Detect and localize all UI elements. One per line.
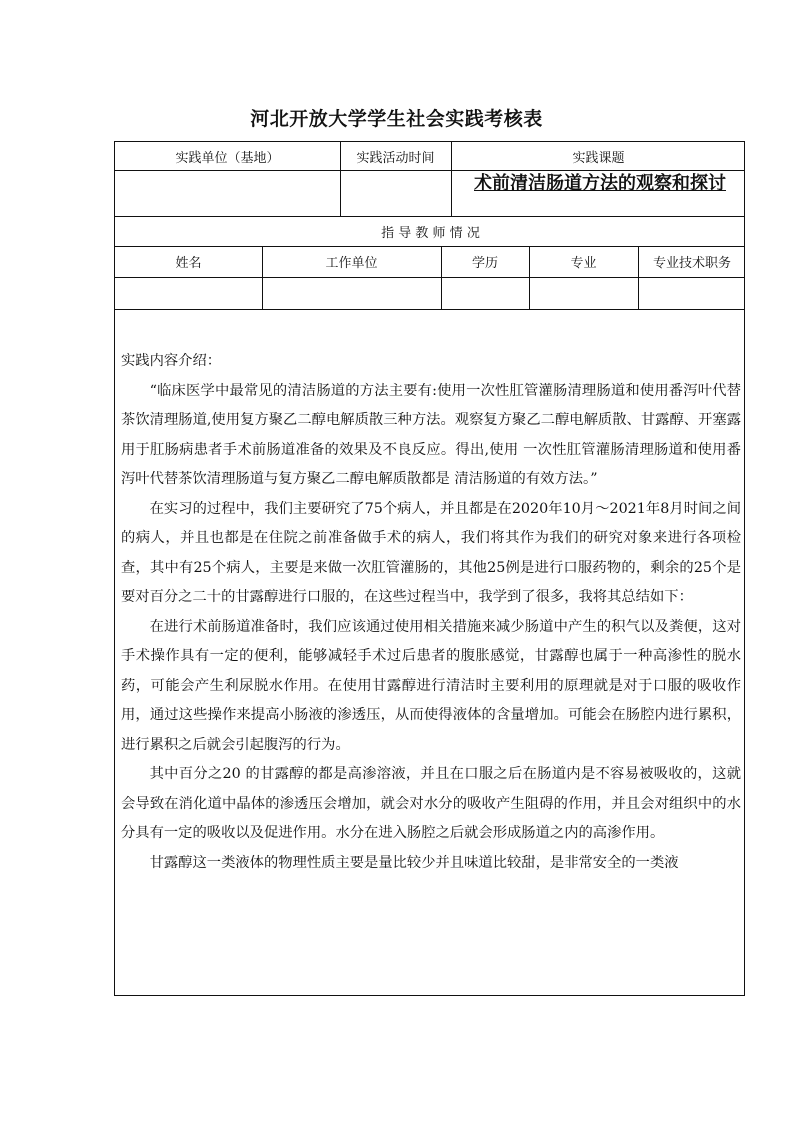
teacher-column-education: 学历 [471, 256, 498, 271]
row-divider [115, 170, 744, 171]
content-paragraph: 其中百分之20 的甘露醇的都是高渗溶液，并且在口服之后在肠道内是不容易被吸收的，这就会导致在消化道中晶体的渗透压会增加，就会对水分的吸收产生阻碍的作用，并且会对组织中的水分具有一定的吸收以及促进作用。水分在进入肠腔之后就会形成肠道之内的高渗作用。 [121, 766, 741, 841]
teacher-column-major: 专业 [570, 256, 597, 271]
practice-topic-label: 实践课题 [572, 150, 625, 166]
content-paragraph: “临床医学中最常见的清洁肠道的方法主要有:使用一次性肛管灌肠清理肠道和使用番泻叶代替茶饮清理肠道,使用复方聚乙二醇电解质散三种方法。观察复方聚乙二醇电解质散、甘露醇、开塞露用于肛肠病患者手术前肠道准备的效果及不良反应。得出,使用 一次性肛管灌肠清理肠道和使用番泻叶代替茶饮清理肠道与复方聚乙二醇电解质散都是 清洁肠道的有效方法。” [121, 382, 741, 487]
content-paragraph: 在进行术前肠道准备时，我们应该通过使用相关措施来减少肠道中产生的积气以及粪便，这对手术操作具有一定的便利，能够减轻手术过后患者的腹胀感觉，甘露醇也属于一种高渗性的脱水药，可能会产生利尿脱水作用。在使用甘露醇进行清洁时主要利用的原理就是对于口服的吸收作用，通过这些操作来提高小肠液的渗透压，从而使得液体的含量增加。可能会在肠腔内进行累积，进行累积之后就会引起腹泻的行为。 [121, 618, 741, 753]
teacher-column-title: 专业技术职务 [652, 256, 731, 271]
practice-topic-value: 术前清洁肠道方法的观察和探讨 [474, 173, 726, 194]
content-paragraph: 在实习的过程中，我们主要研究了75个病人，并且都是在2020年10月～2021年8月时间之间的病人，并且也都是在住院之前准备做手术的病人，我们将其作为我们的研究对象来进行各项检查，其中有25个病人，主要是来做一次肛管灌肠的，其他25例是进行口服药物的，剩余的25个是要对百分之二十的甘露醇进行口服的，在这些过程当中，我学到了很多，我将其总结如下： [121, 500, 741, 605]
practice-content [121, 347, 741, 878]
teacher-column-name: 姓名 [175, 256, 202, 271]
content-paragraph: 甘露醇这一类液体的物理性质主要是量比较少并且味道比较甜，是非常安全的一类液 [149, 854, 679, 871]
practice-time-label: 实践活动时间 [356, 150, 435, 166]
document-title: 河北开放大学学生社会实践考核表 [250, 108, 543, 130]
assessment-table [114, 141, 745, 996]
teacher-column-workplace: 工作单位 [325, 256, 378, 271]
teacher-section-label: 指 导 教 师 情 况 [381, 225, 480, 241]
row-divider [115, 277, 744, 278]
content-intro-label: 实践内容介绍： [121, 353, 222, 369]
row-divider [115, 309, 744, 310]
practice-unit-label: 实践单位（基地） [175, 150, 280, 166]
